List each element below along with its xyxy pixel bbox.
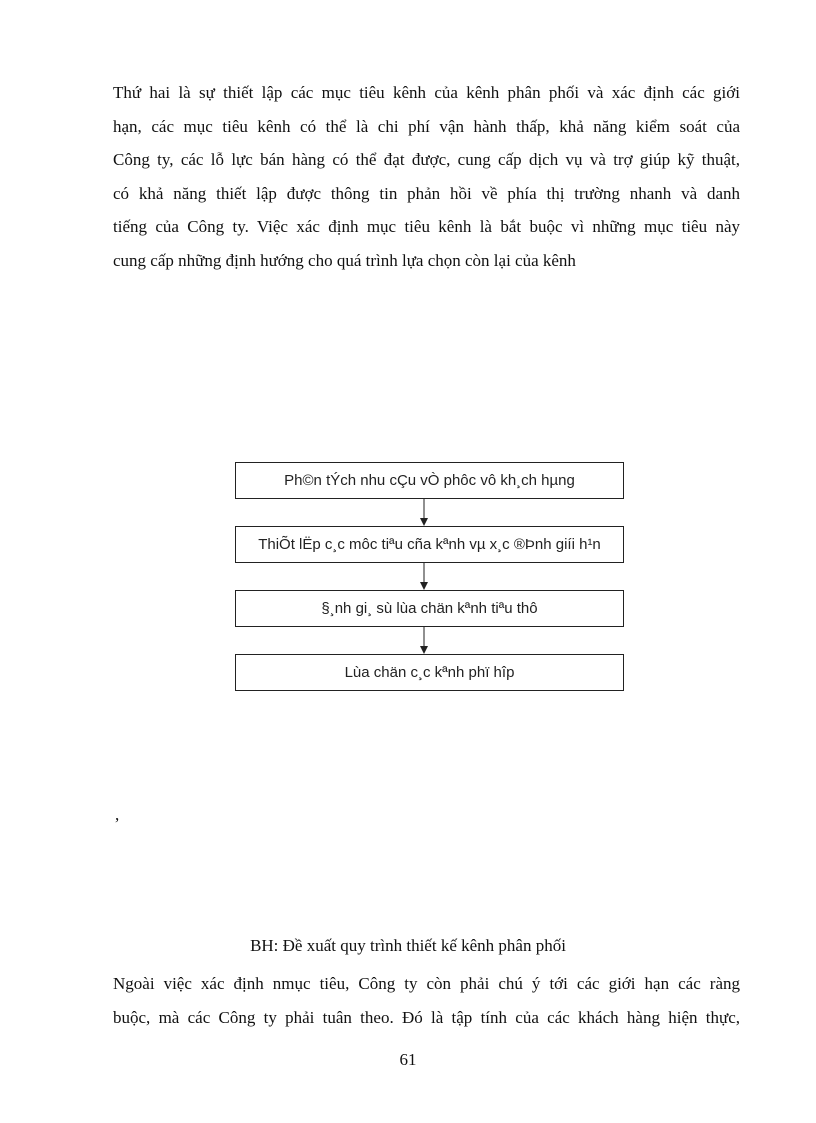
flowchart-step-4: Lùa chän c¸c kªnh phï hîp [235, 654, 624, 691]
page-number: 61 [399, 1050, 417, 1069]
down-arrow-icon [418, 499, 430, 526]
body-paragraph-2 [113, 967, 740, 1034]
figure-caption: BH: Đề xuất quy trình thiết kế kênh phân phối [250, 936, 566, 955]
flowchart-step-3: §¸nh gi¸ sù lùa chän kªnh tiªu thô [235, 590, 624, 627]
down-arrow-icon [418, 627, 430, 654]
flowchart-step-2: ThiÕt lËp c¸c môc tiªu cña kªnh vµ x¸c ®Þnh giíi h¹n [235, 526, 624, 563]
stray-comma: , [115, 805, 120, 824]
paragraph-line: Ngoài việc xác định nmục tiêu, Công ty còn phải chú ý tới các giới hạn các ràng [113, 974, 740, 993]
paragraph-line: Thứ hai là sự thiết lập các mục tiêu kênh của kênh phân phối và xác định các giới [113, 83, 740, 102]
flowchart-step-1: Ph©n tÝch nhu cÇu vÒ phôc vô kh¸ch hµng [235, 462, 624, 499]
body-paragraph-1 [113, 76, 740, 277]
paragraph-line: Công ty, các lỗ lực bán hàng có thể đạt được, cung cấp dịch vụ và trợ giúp kỹ thuật, [113, 150, 740, 169]
paragraph-line: cung cấp những định hướng cho quá trình lựa chọn còn lại của kênh [113, 250, 576, 270]
paragraph-line: buộc, mà các Công ty phải tuân theo. Đó là tập tính của các khách hàng hiện thực, [113, 1007, 740, 1027]
paragraph-line: tiếng của Công ty. Việc xác định mục tiêu kênh là bắt buộc vì những mục tiêu này [113, 217, 740, 236]
paragraph-line: có khả năng thiết lập được thông tin phản hồi về phía thị trường nhanh và danh [113, 183, 740, 203]
paragraph-line: hạn, các mục tiêu kênh có thể là chi phí vận hành thấp, khả năng kiểm soát của [113, 116, 740, 136]
down-arrow-icon [418, 563, 430, 590]
